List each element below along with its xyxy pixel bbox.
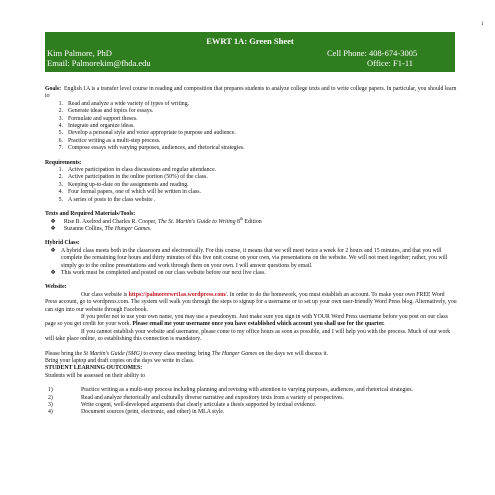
header-banner bbox=[45, 32, 455, 72]
bring-line: Bring your laptop and draft copies on the days we write in class. bbox=[45, 358, 195, 364]
website-heading-text: Website: bbox=[45, 284, 67, 291]
item-number: 3) bbox=[48, 402, 53, 409]
list-item bbox=[45, 130, 457, 137]
item-text: Four formal papers, one of which will be written in class. bbox=[68, 189, 201, 196]
goals-intro-text: English 1A is a transfer level course in reading and composition that prepares students to analyze college texts and to write college papers. In particular, you should learn to bbox=[45, 86, 457, 100]
diamond-bullet-icon: ❖ bbox=[50, 269, 56, 276]
diamond-bullet-icon: ❖ bbox=[50, 225, 56, 232]
list-item bbox=[45, 189, 457, 196]
diamond-bullet-icon: ❖ bbox=[50, 247, 56, 254]
texts-heading-text: Texts and Required Materials/Tools: bbox=[45, 211, 136, 218]
list-item bbox=[45, 123, 457, 130]
list-item bbox=[45, 116, 457, 123]
website-paragraph: If you prefer not to use your own name, you may use a pseudonym. Just make sure you sign in with YOUR Word Press username before you post on our class page so you get credit for your work. Please email me your username once you have established which account you shall use for the quarter. bbox=[45, 313, 448, 328]
item-number: 3. bbox=[58, 181, 63, 188]
item-text: Formulate and support theses. bbox=[68, 115, 138, 122]
item-text: Read and analyze a wide variety of types of writing. bbox=[68, 100, 190, 107]
item-number: 7. bbox=[58, 145, 63, 152]
item-text: This work must be completed and posted on our class website before our next live class. bbox=[61, 269, 266, 276]
diamond-bullet-icon: ❖ bbox=[50, 218, 56, 225]
item-number: 3. bbox=[58, 115, 63, 122]
list-item bbox=[45, 174, 457, 181]
item-number: 5. bbox=[58, 130, 63, 137]
instructor-office: Office: F1-11 bbox=[367, 58, 414, 68]
item-number: 4. bbox=[58, 189, 63, 196]
item-number: 1. bbox=[58, 167, 63, 174]
hybrid-heading bbox=[45, 240, 457, 247]
requirements-heading-text: Requirements: bbox=[45, 159, 82, 166]
item-text: A hybrid class meets both in the classroom and electronically. For this course, it means that we will meet twice a week for 2 hours and 15 minutes, and that you will complete the remaining four hours and thirty minutes of this five unit course on your own, via presentations on the website. We will not meet together; rather, you will simply go to the online presentations and work through them on your own. I will answer questions by email. bbox=[61, 247, 448, 269]
item-text: Practice writing as a multi-step process including planning and revising with attention to varying purposes, audiences, and rhetorical strategies. bbox=[81, 387, 414, 394]
item-text: Suzanne Collins, The Hunger Games. bbox=[63, 225, 152, 232]
item-number: 6. bbox=[58, 137, 63, 144]
item-text: Active participation in the online portion (50%) of the class. bbox=[68, 174, 208, 181]
requirements-heading bbox=[45, 160, 457, 167]
requirements-list bbox=[45, 167, 457, 204]
list-item bbox=[45, 108, 457, 115]
item-text: A series of posts to the class website . bbox=[68, 196, 156, 203]
list-item bbox=[45, 215, 457, 226]
list-item bbox=[45, 226, 457, 233]
list-item bbox=[45, 145, 457, 152]
course-title: EWRT 1A: Green Sheet bbox=[206, 36, 294, 46]
item-number: 1. bbox=[58, 100, 63, 107]
website-heading bbox=[45, 284, 457, 291]
outcomes-intro: Students will be assessed on their ability to bbox=[45, 372, 145, 379]
item-number: 4. bbox=[58, 123, 63, 130]
item-text: Develop a personal style and voice appropriate to purpose and audience. bbox=[68, 130, 236, 137]
website-link[interactable]: https://palmoreewrt1as.wordpress.com/ bbox=[128, 291, 227, 298]
item-text: Write cogent, well-developed arguments that clearly articulate a thesis supported by textual evidence. bbox=[81, 402, 317, 409]
texts-heading bbox=[45, 211, 457, 218]
bring-paragraph: Please bring the St Martin's Guide (SMG) to every class meeting; bring The Hunger Games on the days we will discuss it. bbox=[45, 350, 329, 357]
item-text: Generate ideas and topics for essays. bbox=[68, 108, 154, 115]
item-text: Read and analyze rhetorically and culturally diverse narrative and expository texts from a variety of perspectives. bbox=[81, 394, 345, 401]
list-item bbox=[45, 387, 457, 394]
syllabus-body bbox=[45, 86, 457, 417]
list-item bbox=[45, 409, 457, 416]
list-item bbox=[45, 270, 457, 277]
item-text: Document sources (print, electronic, and other) in MLA style. bbox=[81, 409, 225, 416]
instructor-phone: Cell Phone: 408-674-3005 bbox=[327, 48, 418, 58]
instructor-name: Kim Palmore, PhD bbox=[47, 48, 112, 58]
list-item bbox=[45, 138, 457, 145]
goals-list bbox=[45, 101, 457, 153]
item-number: 2. bbox=[58, 108, 63, 115]
goals-label: Goals: bbox=[45, 86, 62, 92]
list-item bbox=[45, 248, 457, 270]
list-item bbox=[45, 197, 457, 204]
item-number: 2. bbox=[58, 174, 63, 181]
page-number: 1 bbox=[481, 22, 484, 27]
item-number: 5. bbox=[58, 196, 63, 203]
item-number: 4) bbox=[48, 409, 53, 416]
website-paragraph: Our class website is https://palmoreewrt1as.wordpress.com/. In order to do the homework, you must establish an account. To make your own FREE Word Press account, go to wordpress.com. The system will walk you through the steps to signup for a username or to set up your own user-friendly Word Press blog. Alternatively, you can sign into our website through Facebook. bbox=[45, 291, 457, 313]
instructor-email: Email: Palmorekim@fhda.edu bbox=[47, 58, 151, 68]
item-text: Integrate and organize ideas. bbox=[68, 123, 135, 130]
website-paragraph: If you cannot establish your website and username, please come to my office hours as soon as possible, and I will help you with the process. Much of our work will take place online, so establishing this connection is mandatory. bbox=[45, 328, 451, 343]
item-number: 2) bbox=[48, 394, 53, 401]
hybrid-heading-text: Hybrid Class: bbox=[45, 240, 80, 247]
item-number: 1) bbox=[48, 387, 53, 394]
item-text: Compose essays with varying purposes, audiences, and rhetorical strategies. bbox=[68, 145, 245, 152]
item-text: Active participation in class discussions and regular attendance. bbox=[68, 167, 217, 174]
outcomes-heading-text: STUDENT LEARNING OUTCOMES: bbox=[45, 365, 143, 372]
goals-intro bbox=[45, 86, 457, 101]
item-text: Keeping up-to-date on the assignments and reading. bbox=[68, 181, 189, 188]
item-text: Rise B. Axelrod and Charles R. Cooper, The St. Martin's Guide to Writing 8th Edition bbox=[63, 215, 262, 225]
list-item bbox=[45, 395, 457, 402]
item-text: Practice writing as a multi-step process. bbox=[68, 137, 161, 144]
outcomes-list bbox=[45, 387, 457, 417]
outcomes-heading bbox=[45, 365, 457, 372]
